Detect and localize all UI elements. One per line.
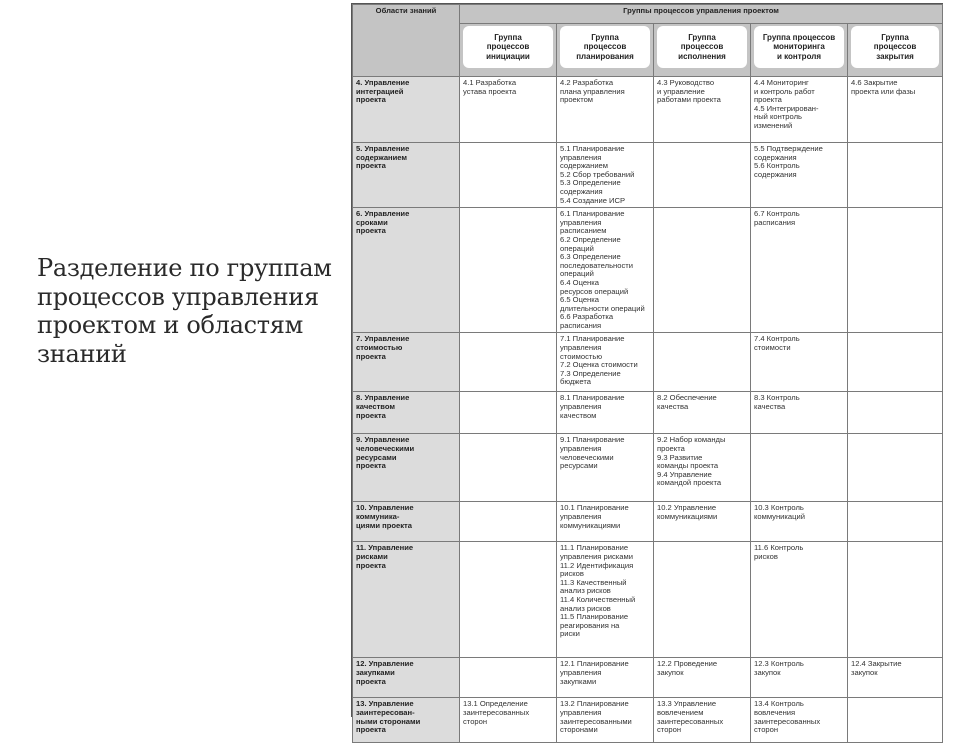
knowledge-area-label: 5. Управление содержанием проекта [356, 144, 410, 171]
process-text: 12.3 Контроль закупок [754, 659, 804, 678]
process-cell [751, 434, 848, 502]
knowledge-area-label: 10. Управление коммуника- циями проекта [356, 503, 414, 530]
process-cell [557, 502, 654, 542]
process-cell [654, 333, 751, 392]
knowledge-area-label: 6. Управление сроками проекта [356, 209, 410, 236]
table-row [353, 542, 943, 658]
process-text: 13.2 Планирование управления заинтересованными сторонами [560, 699, 632, 735]
knowledge-area-cell [353, 77, 460, 143]
knowledge-area-cell [353, 434, 460, 502]
knowledge-area-label: 9. Управление человеческими ресурсами проекта [356, 435, 415, 471]
process-cell [848, 698, 943, 743]
table-row [353, 502, 943, 542]
process-cell [557, 77, 654, 143]
process-text: 4.3 Руководство и управление работами проекта [657, 78, 721, 105]
process-cell [460, 658, 557, 698]
knowledge-area-label: 7. Управление стоимостью проекта [356, 334, 410, 361]
table-row [353, 658, 943, 698]
process-cell [460, 698, 557, 743]
process-text: 13.3 Управление вовлечением заинтересованных сторон [657, 699, 724, 735]
process-cell [557, 208, 654, 333]
process-cell [557, 542, 654, 658]
process-text: 12.2 Проведение закупок [657, 659, 718, 678]
process-cell [848, 333, 943, 392]
table-row [353, 333, 943, 392]
process-cell [654, 392, 751, 434]
process-cell [654, 658, 751, 698]
knowledge-area-cell [353, 542, 460, 658]
process-cell [848, 502, 943, 542]
process-text: 4.6 Закрытие проекта или фазы [851, 78, 916, 96]
slide-caption: Разделение по группам процессов управления проектом и областям знаний [37, 254, 332, 368]
process-cell [654, 77, 751, 143]
process-cell [751, 333, 848, 392]
knowledge-area-cell [353, 333, 460, 392]
process-text: 13.4 Контроль вовлечения заинтересованных сторон [754, 699, 821, 735]
process-cell [557, 333, 654, 392]
table-row [353, 77, 943, 143]
process-cell [751, 658, 848, 698]
process-cell [557, 143, 654, 208]
process-cell [848, 658, 943, 698]
process-text: 7.1 Планирование управления стоимостью 7.2 Оценка стоимости 7.3 Определение бюджета [560, 334, 638, 387]
knowledge-area-label: 11. Управление рисками проекта [356, 543, 414, 570]
process-cell [654, 542, 751, 658]
group-header-closing: Группа процессов закрытия [851, 26, 939, 68]
process-text: 5.1 Планирование управления содержанием 5.2 Сбор требований 5.3 Определение содержания 5.4 Создание ИСР [560, 144, 635, 205]
group-header-executing: Группа процессов исполнения [657, 26, 747, 68]
process-cell [848, 392, 943, 434]
process-text: 7.4 Контроль стоимости [754, 334, 800, 353]
process-text: 13.1 Определение заинтересованных сторон [463, 699, 530, 726]
process-cell [654, 502, 751, 542]
process-cell [654, 698, 751, 743]
process-cell [654, 208, 751, 333]
process-text: 10.1 Планирование управления коммуникациями [560, 503, 629, 530]
process-text: 4.4 Мониторинг и контроль работ проекта 4.5 Интегрирован- ный контроль изменений [754, 78, 819, 130]
process-text: 4.2 Разработка плана управления проектом [560, 78, 625, 105]
process-cell [460, 502, 557, 542]
process-cell [751, 502, 848, 542]
process-cell [557, 392, 654, 434]
table-row [353, 143, 943, 208]
process-text: 9.2 Набор команды проекта 9.3 Развитие команды проекта 9.4 Управление командой проекта [657, 435, 726, 488]
knowledge-area-cell [353, 392, 460, 434]
process-cell [460, 143, 557, 208]
process-text: 12.1 Планирование управления закупками [560, 659, 629, 686]
table-body [353, 77, 943, 743]
knowledge-area-cell [353, 502, 460, 542]
process-text: 9.1 Планирование управления человеческими ресурсами [560, 435, 625, 471]
process-cell [654, 434, 751, 502]
process-text: 8.2 Обеспечение качества [657, 393, 717, 412]
process-cell [848, 434, 943, 502]
process-cell [848, 77, 943, 143]
process-cell [751, 392, 848, 434]
knowledge-area-cell [353, 698, 460, 743]
process-cell [460, 208, 557, 333]
process-groups-header: Группы процессов управления проектом [460, 5, 943, 24]
group-header-initiating: Группа процессов инициации [463, 26, 553, 68]
process-text: 11.6 Контроль рисков [754, 543, 804, 562]
process-groups-table [352, 4, 943, 743]
knowledge-area-label: 13. Управление заинтересован- ными сторонами проекта [356, 699, 421, 735]
knowledge-area-label: 8. Управление качеством проекта [356, 393, 410, 420]
process-cell [751, 208, 848, 333]
process-text: 5.5 Подтверждение содержания 5.6 Контроль содержания [754, 144, 823, 179]
process-cell [460, 542, 557, 658]
process-cell [460, 392, 557, 434]
process-cell [751, 143, 848, 208]
process-cell [848, 542, 943, 658]
process-text: 12.4 Закрытие закупок [851, 659, 902, 678]
process-cell [557, 434, 654, 502]
process-cell [848, 143, 943, 208]
table-row [353, 698, 943, 743]
process-cell [460, 434, 557, 502]
knowledge-area-label: 12. Управление закупками проекта [356, 659, 414, 686]
table-row [353, 434, 943, 502]
process-cell [848, 208, 943, 333]
process-text: 11.1 Планирование управления рисками 11.2 Идентификация рисков 11.3 Качественный анализ рисков 11.4 Количественный анализ рисков 11.5 Планирование реагирования на риски [560, 543, 636, 639]
process-text: 10.3 Контроль коммуникаций [754, 503, 805, 522]
process-cell [557, 658, 654, 698]
process-text: 8.1 Планирование управления качеством [560, 393, 625, 420]
area-column-header: Области знаний [353, 5, 460, 77]
knowledge-area-cell [353, 658, 460, 698]
process-text: 6.7 Контроль расписания [754, 209, 800, 227]
process-text: 6.1 Планирование управления расписанием 6.2 Определение операций 6.3 Определение последовательности операций 6.4 Оценка ресурсов операций 6.5 Оценка длительности операций 6.6 Разработка расписания [560, 209, 645, 330]
knowledge-area-cell [353, 208, 460, 333]
process-cell [460, 333, 557, 392]
process-cell [654, 143, 751, 208]
group-header-planning: Группа процессов планирования [560, 26, 650, 68]
process-cell [751, 542, 848, 658]
process-text: 10.2 Управление коммуникациями [657, 503, 718, 522]
process-table-frame [351, 3, 943, 735]
knowledge-area-label: 4. Управление интеграцией проекта [356, 78, 410, 105]
group-header-monitoring: Группа процессов мониторинга и контроля [754, 26, 844, 68]
process-cell [557, 698, 654, 743]
process-text: 8.3 Контроль качества [754, 393, 800, 412]
table-row [353, 208, 943, 333]
knowledge-area-cell [353, 143, 460, 208]
process-cell [460, 77, 557, 143]
process-cell [751, 77, 848, 143]
table-row [353, 392, 943, 434]
process-text: 4.1 Разработка устава проекта [463, 78, 517, 96]
process-cell [751, 698, 848, 743]
